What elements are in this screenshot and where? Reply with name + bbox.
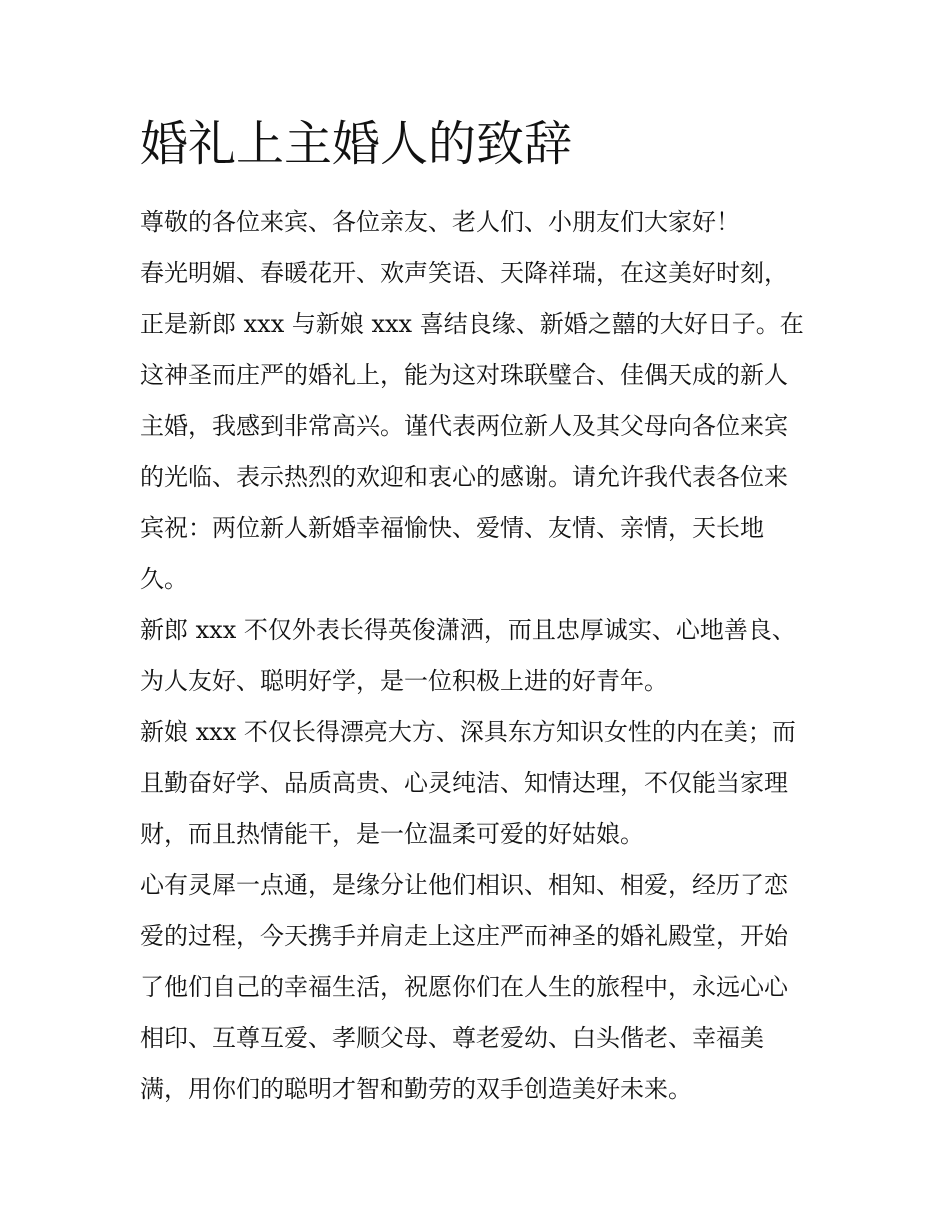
text-line: 这神圣而庄严的婚礼上，能为这对珠联璧合、佳偶天成的新人 (140, 361, 788, 389)
text-line: 春光明媚、春暖花开、欢声笑语、天降祥瑞，在这美好时刻， (140, 259, 788, 287)
text-line: 久。 (140, 565, 188, 593)
text-line: 且勤奋好学、品质高贵、心灵纯洁、知情达理，不仅能当家理 (140, 769, 788, 797)
text-line: 新娘 xxx 不仅长得漂亮大方、深具东方知识女性的内在美；而 (140, 718, 796, 746)
text-line: 心有灵犀一点通，是缘分让他们相识、相知、相爱，经历了恋 (140, 871, 788, 899)
text-line: 新郎 xxx 不仅外表长得英俊潇洒，而且忠厚诚实、心地善良、 (140, 616, 796, 644)
text-line: 为人友好、聪明好学，是一位积极上进的好青年。 (140, 667, 668, 695)
text-line: 正是新郎 xxx 与新娘 xxx 喜结良缘、新婚之囍的大好日子。在 (140, 310, 804, 338)
text-line: 相印、互尊互爱、孝顺父母、尊老爱幼、白头偕老、幸福美 (140, 1024, 764, 1052)
document-title: 婚礼上主婚人的致辞 (140, 116, 573, 172)
text-line: 宾祝：两位新人新婚幸福愉快、爱情、友情、亲情，天长地 (140, 514, 764, 542)
text-line: 财，而且热情能干，是一位温柔可爱的好姑娘。 (140, 820, 644, 848)
text-line: 尊敬的各位来宾、各位亲友、老人们、小朋友们大家好！ (140, 208, 740, 236)
text-line: 了他们自己的幸福生活，祝愿你们在人生的旅程中，永远心心 (140, 973, 788, 1001)
text-line: 满，用你们的聪明才智和勤劳的双手创造美好未来。 (140, 1075, 692, 1103)
text-line: 主婚，我感到非常高兴。谨代表两位新人及其父母向各位来宾 (140, 412, 788, 440)
text-line: 的光临、表示热烈的欢迎和衷心的感谢。请允许我代表各位来 (140, 463, 788, 491)
text-line: 爱的过程，今天携手并肩走上这庄严而神圣的婚礼殿堂，开始 (140, 922, 788, 950)
